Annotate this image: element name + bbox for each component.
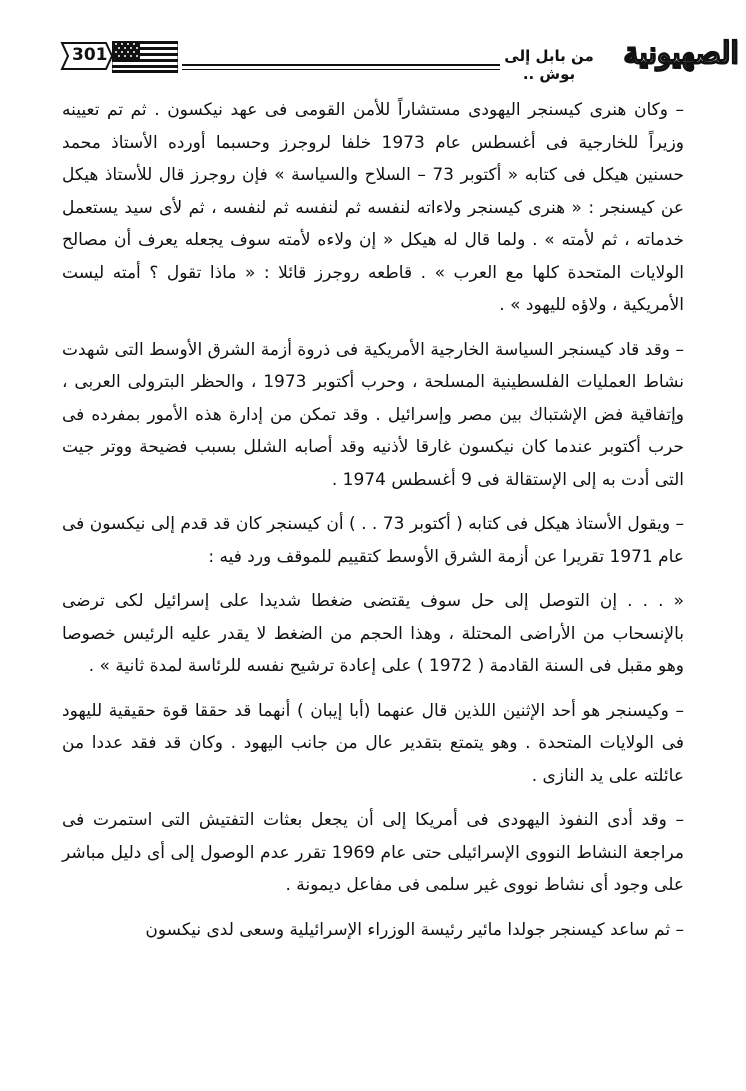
paragraph: – وقد قاد كيسنجر السياسة الخارجية الأمريكية فى ذروة أزمة الشرق الأوسط التى شهدت نشاط العمليات الفلسطينية المسلحة ، وحرب أكتوبر 1973 ، والحظر البترولى العربى ، وإتفاقية فض الإشتباك بين مصر وإسرائيل . وقد تمكن من إدارة هذه الأمور بمفرده فى حرب أكتوبر عندما كان نيكسون غارقا لأذنيه وقد أصابه الشلل بسبب فضيحة ووتر جيت التى أدت به إلى الإستقالة فى 9 أغسطس 1974 . — [62, 339, 684, 490]
us-flag-icon — [112, 41, 178, 73]
running-header — [60, 36, 739, 83]
paragraph: « . . . إن التوصل إلى حل سوف يقتضى ضغطا شديدا على إسرائيل لكى ترضى بالإنسحاب من الأراضى المحتلة ، وهذا الحجم من الضغط لا يقدر عليه الرئيس خصوصا وهو مقبل فى السنة القادمة ( 1972 ) على إعادة ترشيح نفسه للرئاسة لمدة ثانية » . — [62, 591, 684, 676]
header-rule — [182, 64, 500, 66]
paragraph: – وكيسنجر هو أحد الإثنين اللذين قال عنهما (أبا إيبان ) أنهما قد حققا قوة حقيقية لليهود فى الولايات المتحدة . وهو يتمتع بتقدير عال من جانب اليهود . وكان قد فقد عددا من عائلته على يد النازى . — [62, 700, 684, 786]
page-number: 301 — [72, 45, 108, 65]
paragraph: – ويقول الأستاذ هيكل فى كتابه ( أكتوبر 73 . . ) أن كيسنجر كان قد قدم إلى نيكسون فى عام 1971 تقريرا عن أزمة الشرق الأوسط كتقييم للموقف ورد فيه : — [62, 514, 684, 567]
book-title: من بابل إلى بوش .. — [504, 47, 594, 83]
paragraph: – ثم ساعد كيسنجر جولدا مائير رئيسة الوزراء الإسرائيلية وسعى لدى نيكسون — [145, 919, 684, 940]
series-title: الصهيونية — [623, 36, 739, 71]
body-text — [62, 94, 684, 946]
paragraph: – وقد أدى النفوذ اليهودى فى أمريكا إلى أن يجعل بعثات التفتيش التى استمرت فى مراجعة النشاط النووى الإسرائيلى حتى عام 1969 تقرر عدم الوصول إلى أى دليل مباشر على وجود أى نشاط نووى غير سلمى فى مفاعل ديمونة . — [62, 810, 684, 895]
paragraph: – وكان هنرى كيسنجر اليهودى مستشاراً للأمن القومى فى عهد نيكسون . ثم تم تعيينه وزيراً للخارجية فى أغسطس عام 1973 خلفا لروجرز وحسبما أورده الأستاذ محمد حسنين هيكل فى كتابه « أكتوبر 73 – السلاح والسياسة » فإن روجرز قال للأستاذ هيكل عن كيسنجر : « هنرى كيسنجر ولاءاته لنفسه ثم لنفسه ثم لنفسه ، ثم لأى سيد يستعمل خدماته ، ثم لأمته » . ولما قال له هيكل « إن ولاءه لأمته سوف يجعله يعرف أن مصالح الولايات المتحدة كلها مع العرب » . قاطعه روجرز قائلا : « ماذا تقول ؟ أمته ليست الأمريكية ، ولاؤه لليهود » . — [62, 100, 684, 315]
header-rule-thin — [182, 69, 500, 70]
